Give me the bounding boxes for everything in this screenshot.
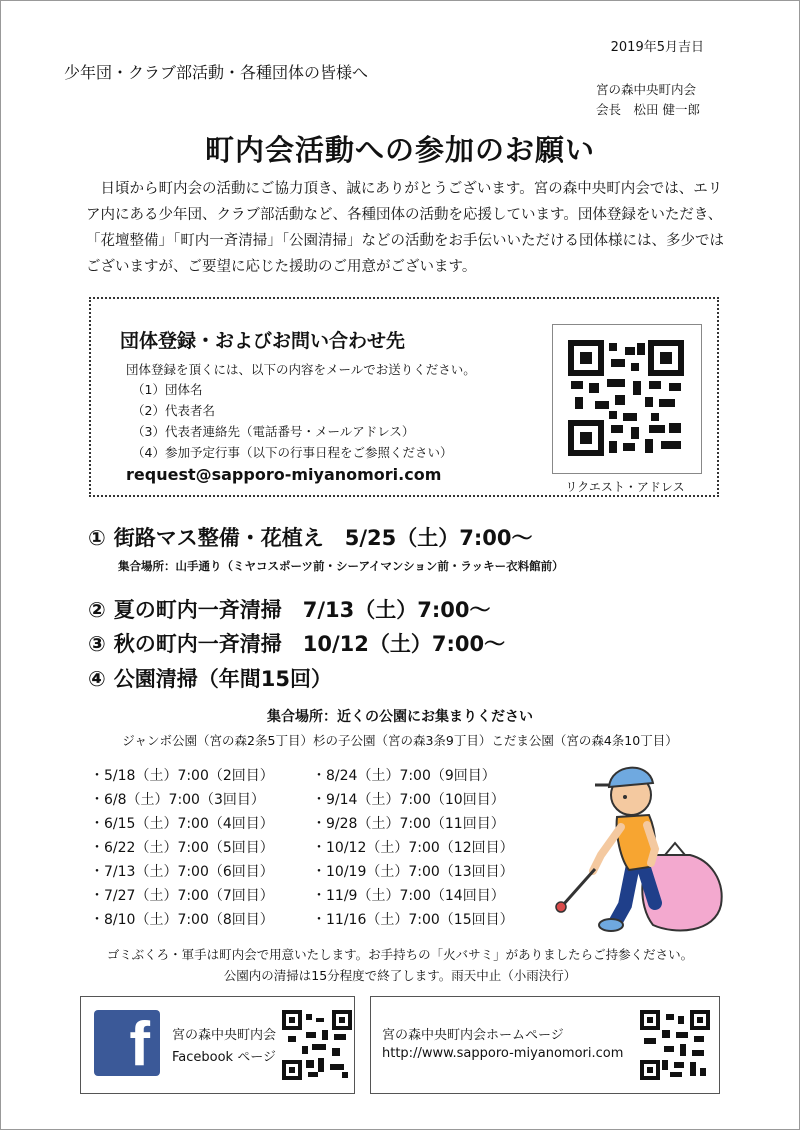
- event-number: ④: [88, 667, 106, 691]
- event-1: [88, 522, 533, 552]
- facebook-qr-code-icon: [282, 1010, 352, 1080]
- event-text: 夏の町内一斉清掃 7/13（土）7:00～: [113, 598, 491, 622]
- contact-item: （3）代表者連絡先（電話番号・メールアドレス）: [132, 424, 415, 439]
- issue-date: 2019年5月吉日: [610, 40, 704, 55]
- schedule-item: ・6/15（土）7:00（4回目）: [90, 816, 274, 832]
- contact-title: 団体登録・およびお問い合わせ先: [120, 330, 406, 352]
- schedule-item: ・11/9（土）7:00（14回目）: [312, 888, 505, 904]
- schedule-item: ・10/19（土）7:00（13回目）: [312, 864, 514, 880]
- homepage-url-link[interactable]: http://www.sapporo-miyanomori.com: [382, 1046, 624, 1061]
- facebook-label-1: 宮の森中央町内会: [172, 1028, 277, 1043]
- park-venue-title: 集合場所：近くの公園にお集まりください: [267, 709, 533, 725]
- intro-paragraph: 日頃から町内会の活動にご協力頂き、誠にありがとうございます。宮の森中央町内会では、エリア内にある少年団、クラブ部活動など、各種団体の活動を応援しています。団体登録をいただき、「花壇整備」「町内一斉清掃」「公園清掃」などの活動をお手伝いいただける団体様には、多少ではございますが、ご要望に応じた援助のご用意がございます。: [86, 181, 724, 275]
- event-3: [88, 628, 505, 658]
- boy-picking-trash-illustration: [545, 755, 730, 935]
- schedule-item: ・8/24（土）7:00（9回目）: [312, 768, 496, 784]
- schedule-item: ・5/18（土）7:00（2回目）: [90, 768, 274, 784]
- facebook-logo-icon[interactable]: f: [94, 1010, 160, 1076]
- contact-email-link[interactable]: request@sapporo-miyanomori.com: [126, 465, 442, 484]
- contact-item: （1）団体名: [132, 382, 203, 397]
- event-4: [88, 663, 332, 693]
- facebook-label-2: Facebook ページ: [172, 1050, 276, 1065]
- homepage-qr-code-icon: [640, 1010, 710, 1080]
- sender-org: 宮の森中央町内会: [596, 82, 697, 97]
- qr-code-icon: [553, 325, 699, 471]
- schedule-item: ・8/10（土）7:00（8回目）: [90, 912, 274, 928]
- note-line: ゴミぶくろ・軍手は町内会で用意いたします。お手持ちの「火バサミ」がありましたらご持参ください。: [106, 947, 694, 962]
- homepage-label: 宮の森中央町内会ホームページ: [382, 1028, 564, 1043]
- event-1-venue: 集合場所：山手通り（ミヤコスポーツ前・シーアイマンション前・ラッキー衣料館前）: [118, 559, 564, 573]
- event-number: ②: [88, 598, 106, 622]
- note-line: 公園内の清掃は15分程度で終了します。雨天中止（小雨決行）: [223, 968, 577, 983]
- schedule-item: ・6/8（土）7:00（3回目）: [90, 792, 265, 808]
- audience-line: 少年団・クラブ部活動・各種団体の皆様へ: [64, 63, 369, 82]
- qr-caption: リクエスト・アドレス: [565, 480, 685, 494]
- schedule-item: ・7/13（土）7:00（6回目）: [90, 864, 274, 880]
- event-text: 秋の町内一斉清掃 10/12（土）7:00～: [113, 632, 506, 656]
- event-text: 公園清掃（年間15回）: [113, 667, 333, 691]
- schedule-item: ・9/14（土）7:00（10回目）: [312, 792, 505, 808]
- schedule-item: ・9/28（土）7:00（11回目）: [312, 816, 505, 832]
- event-2: [88, 594, 491, 624]
- event-number: ①: [88, 526, 106, 550]
- page-title: 町内会活動への参加のお願い: [204, 133, 595, 167]
- park-list: ジャンボ公園（宮の森2条5丁目）杉の子公園（宮の森3条9丁目）こだま公園（宮の森4条10丁目）: [122, 733, 678, 748]
- contact-item: （2）代表者名: [132, 403, 215, 418]
- schedule-item: ・6/22（土）7:00（5回目）: [90, 840, 274, 856]
- contact-lead: 団体登録を頂くには、以下の内容をメールでお送りください。: [126, 362, 476, 377]
- event-number: ③: [88, 632, 106, 656]
- sender-block: [596, 80, 700, 120]
- qr-frame: [552, 324, 702, 474]
- schedule-item: ・10/12（土）7:00（12回目）: [312, 840, 514, 856]
- schedule-item: ・11/16（土）7:00（15回目）: [312, 912, 514, 928]
- sender-president: 会長 松田 健一郎: [596, 102, 700, 117]
- event-text: 街路マス整備・花植え 5/25（土）7:00～: [113, 526, 533, 550]
- contact-item: （4）参加予定行事（以下の行事日程をご参照ください）: [132, 445, 453, 460]
- schedule-item: ・7/27（土）7:00（7回目）: [90, 888, 274, 904]
